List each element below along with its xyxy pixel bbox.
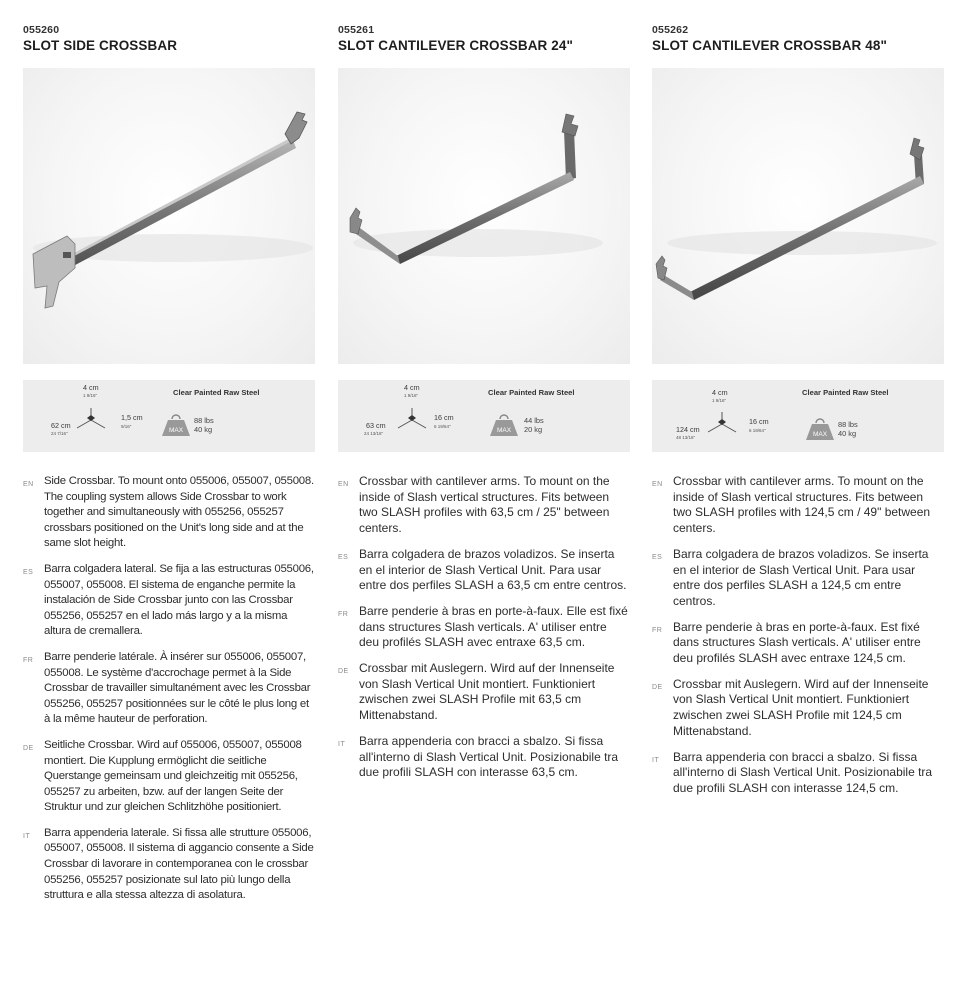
description-fr: FR Barre penderie à bras en porte-à-faux. Elle est fixé dans structures Slash verticals. A' utiliser entre deu profilés SLASH avec entraxe 63,5 cm.	[338, 603, 628, 650]
description-de: DE Crossbar mit Auslegern. Wird auf der Innenseite von Slash Vertical Unit montiert. Funktioniert zwischen zwei SLASH Profile mit 124,5 cm Mittenabstand.	[652, 676, 929, 738]
product-column-055260	[23, 24, 315, 902]
max-weight-icon	[806, 418, 834, 440]
description-en: EN Side Crossbar. To mount onto 055006, 055007, 055008. The coupling system allows Side Crossbar to work together and simultaneously with 055256, 055257 crossbars positioned on the Unit's long side and at the same slot height.	[23, 475, 314, 550]
description-es: ES Barra colgadera de brazos voladizos. Se inserta en el interior de Slash Vertical Unit. Para usar entre dos perfiles SLASH a 63,5 cm entre centros.	[338, 546, 627, 593]
height-cm: 4 cm	[404, 383, 420, 392]
product-title: SLOT CANTILEVER CROSSBAR 24"	[338, 38, 573, 53]
depth-cm: 16 cm	[749, 417, 769, 426]
description-de: DE Seitliche Crossbar. Wird auf 055006, 055007, 055008 montiert. Die Kupplung ermöglicht die seitliche Querstange gemeinsam und gleichzeitig mit 055256, 055257 zu arbeiten, bzw. auf der langen Seite der Struktur und zur gleichen Schlitzhöhe positioniert.	[23, 738, 302, 814]
height-cm: 4 cm	[712, 388, 728, 397]
product-code: 055262	[652, 24, 689, 36]
height-in: 1 9/16"	[712, 398, 727, 403]
load-kg: 40 kg	[194, 425, 213, 434]
length-in: 24 13/16"	[364, 431, 384, 436]
cantilever-crossbar-24-illustration	[338, 68, 630, 364]
finish-label: Clear Painted Raw Steel	[488, 388, 575, 397]
product-code: 055260	[23, 24, 60, 36]
max-label: MAX	[168, 427, 184, 434]
product-code: 055261	[338, 24, 375, 36]
cantilever-crossbar-48-illustration	[652, 68, 944, 364]
description-es: ES Barra colgadera lateral. Se fija a las estructuras 055006, 055007, 055008. El sistema de enganche permite la instalación de Side Crossbar junto con las Crossbar 055256, 055257 en el lado más largo y a la misma altura de cremallera.	[23, 562, 314, 638]
height-in: 1 9/16"	[404, 393, 419, 398]
finish-label: Clear Painted Raw Steel	[173, 388, 260, 397]
dimension-axes-icon	[71, 402, 111, 436]
max-weight-icon	[162, 414, 190, 436]
dimension-axes-icon	[702, 406, 742, 440]
length-cm: 63 cm	[366, 421, 386, 430]
load-lbs: 88 lbs	[838, 420, 858, 429]
length-in: 48 13/16"	[676, 435, 696, 440]
side-crossbar-illustration	[23, 68, 315, 364]
load-capacity	[524, 416, 544, 434]
load-capacity	[194, 416, 214, 434]
depth-cm: 16 cm	[434, 413, 454, 422]
description-it: IT Barra appenderia con bracci a sbalzo. Si fissa all'interno di Slash Vertical Unit. Posizionabile tra due profili SLASH con interasse 124,5 cm.	[652, 749, 933, 795]
description-fr: FR Barre penderie à bras en porte-à-faux. Est fixé dans structures Slash verticals. A' utiliser entre deu profilés SLASH avec entraxe 124,5 cm.	[652, 619, 921, 666]
length-in: 24 7/16"	[51, 431, 68, 436]
load-lbs: 44 lbs	[524, 416, 544, 425]
descriptions	[23, 474, 315, 914]
max-weight-icon	[490, 414, 518, 436]
descriptions	[652, 474, 944, 807]
product-title: SLOT CANTILEVER CROSSBAR 48"	[652, 38, 887, 53]
max-label: MAX	[812, 431, 828, 438]
side-crossbar-photo	[23, 68, 315, 364]
length-cm: 62 cm	[51, 421, 71, 430]
description-fr: FR Barre penderie latérale. À insérer sur 055006, 055007, 055008. Le système d'accrochage permet à la Side Crossbar de travailler simultanément avec les Crossbar 055256, 055257 positionnées sur le côté le plus long et à la même hauteur de perforation.	[23, 650, 311, 726]
cantilever-crossbar-48-photo	[652, 68, 944, 364]
finish-label: Clear Painted Raw Steel	[802, 388, 889, 397]
load-kg: 20 kg	[524, 425, 543, 434]
load-lbs: 88 lbs	[194, 416, 214, 425]
description-en: EN Crossbar with cantilever arms. To mount on the inside of Slash vertical structures. Fits between two SLASH profiles with 124,5 cm / 49" between centers.	[652, 474, 931, 536]
description-it: IT Barra appenderia laterale. Si fissa alle strutture 055006, 055007, 055008. Il sistema di aggancio consente a Side Crossbar di lavorare in contemporanea con le crossbar 055256, 055257 posizionate sul lato più lungo della struttura e alla stessa altezza di asolatura.	[23, 826, 314, 902]
description-de: DE Crossbar mit Auslegern. Wird auf der Innenseite von Slash Vertical Unit montiert. Funktioniert zwischen zwei SLASH Profile mit 63,5 cm Mittenabstand.	[338, 661, 615, 723]
depth-in: 6 19/64"	[749, 428, 766, 433]
spec-panel	[23, 380, 315, 452]
dimension-axes-icon	[392, 402, 432, 436]
product-title: SLOT SIDE CROSSBAR	[23, 38, 178, 53]
description-es: ES Barra colgadera de brazos voladizos. Se inserta en el interior de Slash Vertical Unit. Para usar entre dos perfiles SLASH a 124,5 cm entre centros.	[652, 546, 929, 608]
height-cm: 4 cm	[83, 383, 99, 392]
product-column-055261	[338, 24, 630, 780]
length-cm: 124 cm	[676, 425, 700, 434]
description-en: EN Crossbar with cantilever arms. To mount on the inside of Slash vertical structures. Fits between two SLASH profiles with 63,5 cm / 25" between centers.	[338, 474, 610, 536]
height-in: 1 9/16"	[83, 393, 98, 398]
cantilever-crossbar-24-photo	[338, 68, 630, 364]
load-kg: 40 kg	[838, 429, 857, 438]
load-capacity	[838, 420, 858, 438]
max-label: MAX	[496, 427, 512, 434]
spec-panel	[652, 380, 944, 452]
depth-cm: 1,5 cm	[121, 413, 143, 422]
descriptions	[338, 474, 630, 791]
description-it: IT Barra appenderia con bracci a sbalzo. Si fissa all'interno di Slash Vertical Unit. Posizionabile tra due profili SLASH con interasse 63,5 cm.	[338, 733, 619, 780]
depth-in: 9/16"	[121, 424, 132, 429]
product-column-055262	[652, 24, 944, 795]
depth-in: 6 19/64"	[434, 424, 451, 429]
spec-panel	[338, 380, 630, 452]
